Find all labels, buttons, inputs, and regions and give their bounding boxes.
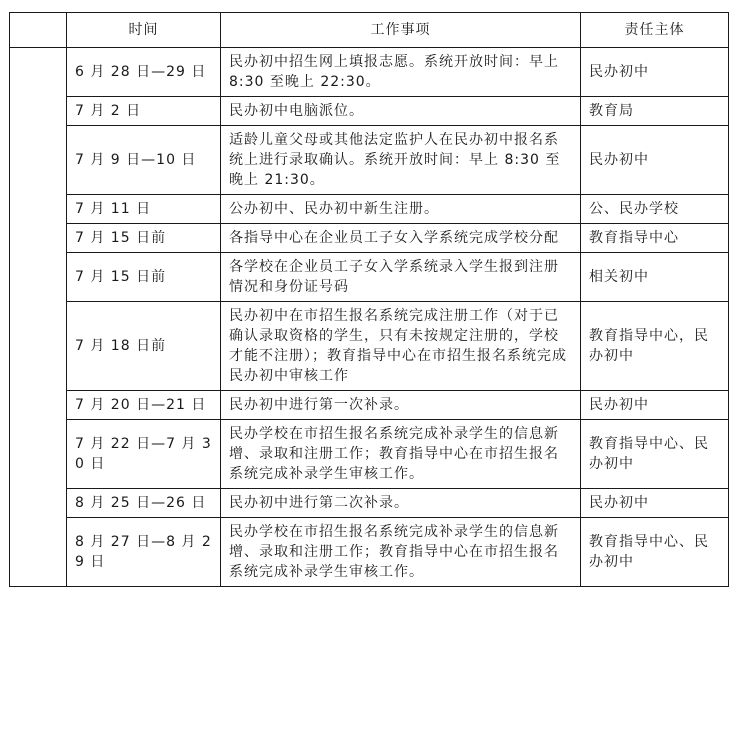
matter-cell: 民办初中电脑派位。 [221, 97, 581, 126]
owner-cell: 教育指导中心、民办初中 [581, 518, 729, 587]
header-row [10, 13, 729, 48]
owner-cell: 教育指导中心，民办初中 [581, 302, 729, 391]
matter-cell: 公办初中、民办初中新生注册。 [221, 195, 581, 224]
matter-cell: 民办学校在市招生报名系统完成补录学生的信息新增、录取和注册工作；教育指导中心在市招生报名系统完成补录学生审核工作。 [221, 518, 581, 587]
owner-cell: 教育指导中心、民办初中 [581, 420, 729, 489]
date-cell: 8 月 27 日—8 月 29 日 [67, 518, 221, 587]
matter-cell: 各指导中心在企业员工子女入学系统完成学校分配 [221, 224, 581, 253]
header-owner: 责任主体 [581, 13, 729, 48]
header-blank-cell [10, 13, 67, 48]
table-row [10, 195, 729, 224]
owner-cell: 教育指导中心 [581, 224, 729, 253]
table-row [10, 97, 729, 126]
date-cell: 7 月 20 日—21 日 [67, 391, 221, 420]
header-matter: 工作事项 [221, 13, 581, 48]
table-row [10, 126, 729, 195]
matter-cell: 民办初中进行第一次补录。 [221, 391, 581, 420]
date-cell: 7 月 15 日前 [67, 253, 221, 302]
table-row [10, 302, 729, 391]
owner-cell: 民办初中 [581, 126, 729, 195]
date-cell: 7 月 15 日前 [67, 224, 221, 253]
table-row [10, 518, 729, 587]
date-cell: 7 月 18 日前 [67, 302, 221, 391]
matter-cell: 民办初中进行第二次补录。 [221, 489, 581, 518]
date-cell: 7 月 22 日—7 月 30 日 [67, 420, 221, 489]
table-row [10, 48, 729, 97]
left-blank-cell [10, 48, 67, 587]
table-row [10, 489, 729, 518]
date-cell: 6 月 28 日—29 日 [67, 48, 221, 97]
table-row [10, 253, 729, 302]
owner-cell: 民办初中 [581, 48, 729, 97]
header-time: 时间 [67, 13, 221, 48]
matter-cell: 适龄儿童父母或其他法定监护人在民办初中报名系统上进行录取确认。系统开放时间：早上 8:30 至晚上 21:30。 [221, 126, 581, 195]
schedule-table [9, 12, 729, 587]
table-row [10, 420, 729, 489]
date-cell: 7 月 2 日 [67, 97, 221, 126]
matter-cell: 民办初中在市招生报名系统完成注册工作（对于已确认录取资格的学生，只有未按规定注册的，学校才能不注册）；教育指导中心在市招生报名系统完成民办初中审核工作 [221, 302, 581, 391]
owner-cell: 公、民办学校 [581, 195, 729, 224]
owner-cell: 民办初中 [581, 489, 729, 518]
matter-cell: 民办学校在市招生报名系统完成补录学生的信息新增、录取和注册工作；教育指导中心在市招生报名系统完成补录学生审核工作。 [221, 420, 581, 489]
owner-cell: 相关初中 [581, 253, 729, 302]
table-row [10, 391, 729, 420]
matter-cell: 各学校在企业员工子女入学系统录入学生报到注册情况和身份证号码 [221, 253, 581, 302]
date-cell: 8 月 25 日—26 日 [67, 489, 221, 518]
date-cell: 7 月 11 日 [67, 195, 221, 224]
table-row [10, 224, 729, 253]
owner-cell: 教育局 [581, 97, 729, 126]
owner-cell: 民办初中 [581, 391, 729, 420]
date-cell: 7 月 9 日—10 日 [67, 126, 221, 195]
matter-cell: 民办初中招生网上填报志愿。系统开放时间：早上 8:30 至晚上 22:30。 [221, 48, 581, 97]
